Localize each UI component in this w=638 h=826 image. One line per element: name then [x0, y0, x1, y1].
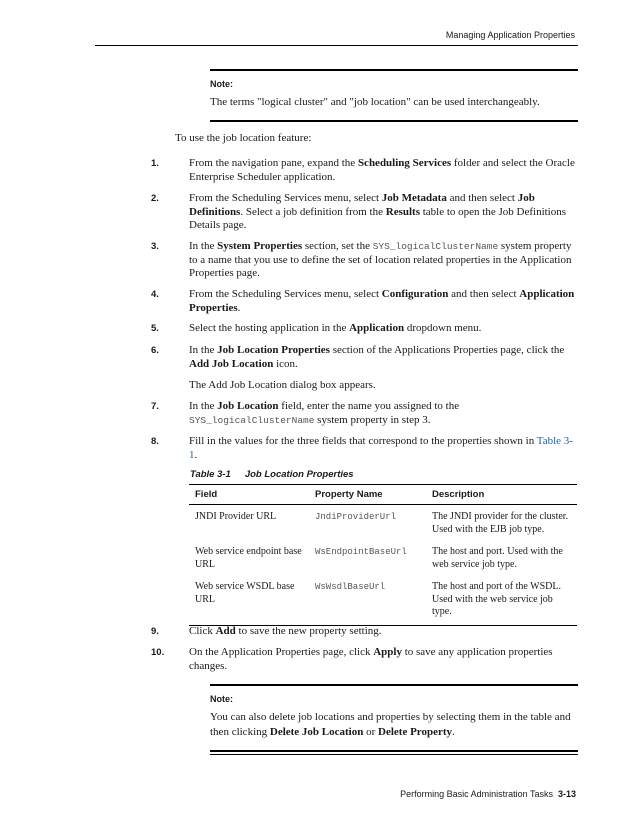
ui-term: Scheduling Services — [357, 157, 452, 169]
table-cell: The JNDI provider for the cluster. Used with the EJB job type. — [432, 511, 569, 535]
note-text — [210, 704, 578, 750]
step-number: 10. — [151, 647, 165, 658]
step-text: field, enter the name you assigned to the — [278, 400, 460, 412]
column-header: Field — [189, 485, 309, 505]
step-text: Select the hosting application in the — [189, 322, 350, 334]
step-number: 9. — [151, 626, 159, 637]
column-header: Description — [426, 485, 577, 505]
step-text: Click — [189, 625, 216, 637]
step-7 — [151, 400, 577, 427]
step-3 — [151, 240, 577, 281]
column-header: Property Name — [309, 485, 426, 505]
step-text: icon. — [273, 357, 298, 370]
ui-term: Application Properties — [189, 288, 575, 314]
ui-term: Add — [215, 625, 236, 637]
step-number: 5. — [151, 323, 159, 334]
step-text: section, set the — [302, 240, 373, 252]
step-text: to save any application properties changes. — [189, 646, 553, 672]
note-box-delete — [210, 684, 578, 755]
step-number: 2. — [151, 193, 159, 204]
note-bottom-thin-rule — [210, 754, 578, 755]
step-number: 6. — [151, 345, 159, 356]
table-cell: JNDI Provider URL — [195, 511, 277, 522]
step-4 — [151, 288, 577, 315]
step-text: Fill in the values for the three fields that correspond to the properties shown in — [189, 435, 537, 447]
ui-term: Delete Job Location — [269, 726, 364, 738]
intro-paragraph: To use the job location feature: — [175, 132, 312, 144]
ui-term: Job Location Properties — [217, 344, 330, 356]
note-label: Note: — [210, 79, 233, 89]
note-box-terms — [210, 69, 578, 122]
header-rule — [95, 45, 578, 46]
step-text: On the Application Properties page, click — [189, 646, 374, 658]
footer-section-title: Performing Basic Administration Tasks — [400, 789, 553, 799]
table-row — [189, 505, 577, 541]
step-text: . Select a job definition from the — [240, 205, 386, 218]
step-text: From the navigation pane, expand the — [189, 157, 358, 169]
step-5 — [151, 322, 577, 336]
step-text: table to open the Job Definitions Details page. — [189, 205, 567, 231]
step-8 — [151, 435, 577, 462]
step-text: and then select — [446, 192, 518, 204]
step-text: In the — [189, 344, 218, 356]
ui-term: Delete Property — [378, 726, 453, 738]
running-header: Managing Application Properties — [445, 30, 575, 40]
table-crossref-link[interactable]: Table 3-1 — [189, 435, 573, 461]
ui-term: Job Location — [217, 400, 279, 412]
note-bottom-rule — [210, 750, 578, 752]
note-label: Note: — [210, 694, 233, 704]
step-text: In the — [189, 400, 218, 412]
step-text: folder and select the Oracle Enterprise Scheduler application. — [189, 157, 575, 183]
step-2 — [151, 192, 577, 233]
step-1 — [151, 157, 577, 184]
step-text: dropdown menu. — [404, 322, 482, 334]
ui-term: Results — [385, 205, 420, 218]
code-term: SYS_logicalClusterName — [189, 414, 315, 426]
ui-term: Configuration — [381, 288, 449, 300]
table-cell: JndiProviderUrl — [315, 512, 397, 522]
ui-term: Job Metadata — [381, 192, 447, 204]
table-caption-number: Table 3-1 — [190, 469, 231, 480]
step-text: In the — [189, 240, 218, 252]
table-header-row — [189, 485, 577, 505]
note-bottom-rule — [210, 120, 578, 122]
code-term: SYS_logicalClusterName — [372, 241, 499, 252]
table-caption — [190, 469, 354, 480]
step-10 — [151, 646, 577, 673]
table-cell: Web service WSDL base URL — [189, 575, 309, 625]
note-text-part: . — [452, 726, 455, 738]
step-text: From the Scheduling Services menu, select — [189, 192, 382, 204]
step-text: section of the Applications Properties page, click the — [329, 344, 565, 356]
ui-term: System Properties — [217, 240, 303, 252]
page-footer — [400, 789, 576, 799]
step-number: 1. — [151, 158, 159, 169]
ui-term: Add Job Location — [189, 357, 274, 370]
table-row — [189, 540, 577, 575]
step-text: system property to a name that you use to define the set of location related properties in the Application Properties page. — [189, 240, 572, 279]
step-number: 4. — [151, 289, 159, 300]
step-6 — [151, 344, 577, 393]
table-cell: The host and port of the WSDL. Used with the web service job type. — [426, 575, 577, 625]
step-subtext: The Add Job Location dialog box appears. — [189, 379, 376, 391]
ui-term: Apply — [373, 646, 402, 658]
page-number: 3-13 — [557, 789, 576, 799]
note-text: The terms "logical cluster" and "job location" can be used interchangeably. — [210, 96, 540, 108]
ui-term: Job Definitions — [189, 192, 535, 218]
step-9 — [151, 625, 577, 639]
job-location-properties-table — [189, 484, 577, 626]
step-text: . — [237, 301, 241, 314]
step-text: and then select — [448, 288, 520, 300]
table-row — [189, 575, 577, 625]
step-text: system property in step 3. — [314, 413, 431, 426]
note-text-part: or — [363, 726, 379, 738]
step-text: From the Scheduling Services menu, select — [189, 288, 382, 300]
table-cell: The host and port. Used with the web service job type. — [432, 546, 563, 570]
note-text-part: You can also delete job locations and properties by selecting them in the table and then clicking — [210, 711, 571, 738]
ui-term: Application — [349, 322, 405, 334]
step-text: . — [194, 448, 198, 461]
table-cell: WsEndpointBaseUrl — [315, 547, 407, 557]
step-number: 3. — [151, 241, 159, 252]
step-text: to save the new property setting. — [235, 625, 382, 637]
table-cell: Web service endpoint base URL — [195, 546, 302, 570]
step-number: 7. — [151, 401, 159, 412]
table-cell: WsWsdlBaseUrl — [309, 575, 426, 625]
table-caption-title: Job Location Properties — [244, 469, 354, 480]
step-number: 8. — [151, 436, 159, 447]
